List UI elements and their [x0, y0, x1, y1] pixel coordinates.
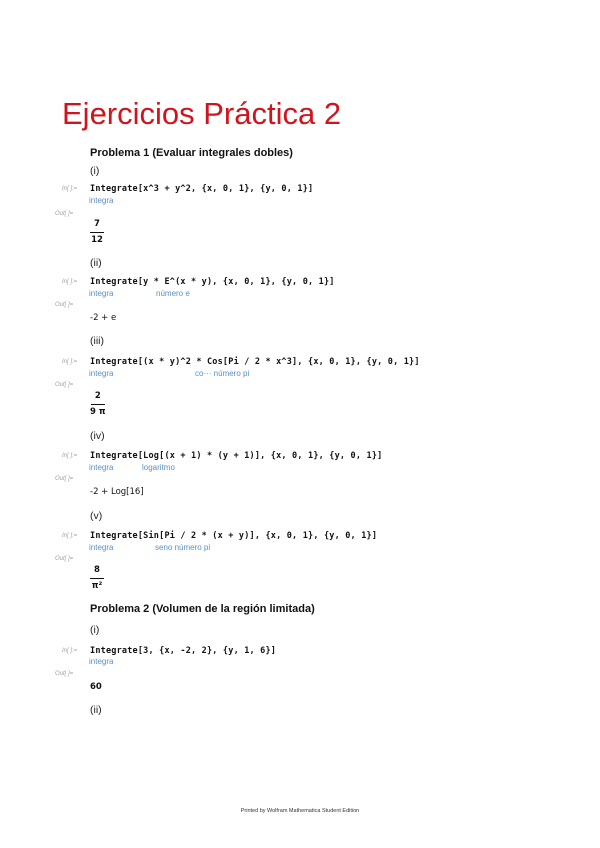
denominator: 9 π [90, 407, 106, 417]
output-label: Out[ ]= [55, 556, 74, 562]
input-label: In[ ]:= [62, 279, 78, 285]
denominator: π² [91, 581, 103, 591]
input-label: In[ ]:= [62, 359, 78, 365]
problem-1-heading: Problema 1 (Evaluar integrales dobles) [90, 147, 293, 159]
output-cell: 60 [90, 682, 102, 692]
output-label: Out[ ]= [55, 302, 74, 308]
input-cell[interactable]: Integrate[3, {x, -2, 2}, {y, 1, 6}] [90, 646, 277, 656]
input-cell[interactable]: Integrate[(x * y)^2 * Cos[Pi / 2 * x^3], {x, 0, 1}, {y, 0, 1}] [90, 357, 420, 367]
autocomplete-hint: co··· número pi [195, 369, 250, 378]
input-cell[interactable]: Integrate[x^3 + y^2, {x, 0, 1}, {y, 0, 1}] [90, 184, 314, 194]
input-cell[interactable]: Integrate[y * E^(x * y), {x, 0, 1}, {y, 0, 1}] [90, 277, 335, 287]
output-fraction [90, 391, 106, 417]
part-label: (i) [90, 165, 100, 177]
page-title: Ejercicios Práctica 2 [62, 96, 342, 131]
output-label: Out[ ]= [55, 671, 74, 677]
output-cell: -2 + e [90, 313, 117, 323]
output-label: Out[ ]= [55, 476, 74, 482]
problem-2-heading: Problema 2 (Volumen de la región limitada) [90, 603, 315, 615]
denominator: 12 [91, 235, 103, 245]
input-label: In[ ]:= [62, 648, 78, 654]
output-fraction [90, 565, 104, 591]
output-label: Out[ ]= [55, 211, 74, 217]
part-label: (ii) [90, 257, 102, 269]
part-label: (iv) [90, 430, 105, 442]
output-fraction [90, 219, 104, 245]
autocomplete-hint: número e [156, 289, 190, 298]
autocomplete-hint: integra [89, 463, 114, 472]
input-label: In[ ]:= [62, 186, 78, 192]
part-label: (iii) [90, 335, 104, 347]
output-label: Out[ ]= [55, 382, 74, 388]
footer-note: Printed by Wolfram Mathematica Student Edition [240, 808, 360, 814]
fraction-bar [90, 232, 104, 233]
input-cell[interactable]: Integrate[Log[(x + 1) * (y + 1)], {x, 0, 1}, {y, 0, 1}] [90, 451, 383, 461]
autocomplete-hint: integra [89, 657, 114, 666]
input-label: In[ ]:= [62, 533, 78, 539]
input-label: In[ ]:= [62, 453, 78, 459]
numerator: 8 [94, 565, 100, 575]
autocomplete-hint: integra [89, 543, 114, 552]
autocomplete-hint: integra [89, 369, 114, 378]
fraction-bar [91, 404, 105, 405]
part-label: (ii) [90, 704, 102, 716]
part-label: (i) [90, 624, 100, 636]
autocomplete-hint: seno número pi [155, 543, 211, 552]
autocomplete-hint: integra [89, 196, 114, 205]
part-label: (v) [90, 510, 103, 522]
numerator: 7 [94, 219, 100, 229]
fraction-bar [90, 578, 104, 579]
input-cell[interactable]: Integrate[Sin[Pi / 2 * (x + y)], {x, 0, 1}, {y, 0, 1}] [90, 531, 378, 541]
autocomplete-hint: integra [89, 289, 114, 298]
autocomplete-hint: logaritmo [142, 463, 175, 472]
output-cell: -2 + Log[16] [90, 487, 144, 497]
numerator: 2 [94, 391, 101, 401]
